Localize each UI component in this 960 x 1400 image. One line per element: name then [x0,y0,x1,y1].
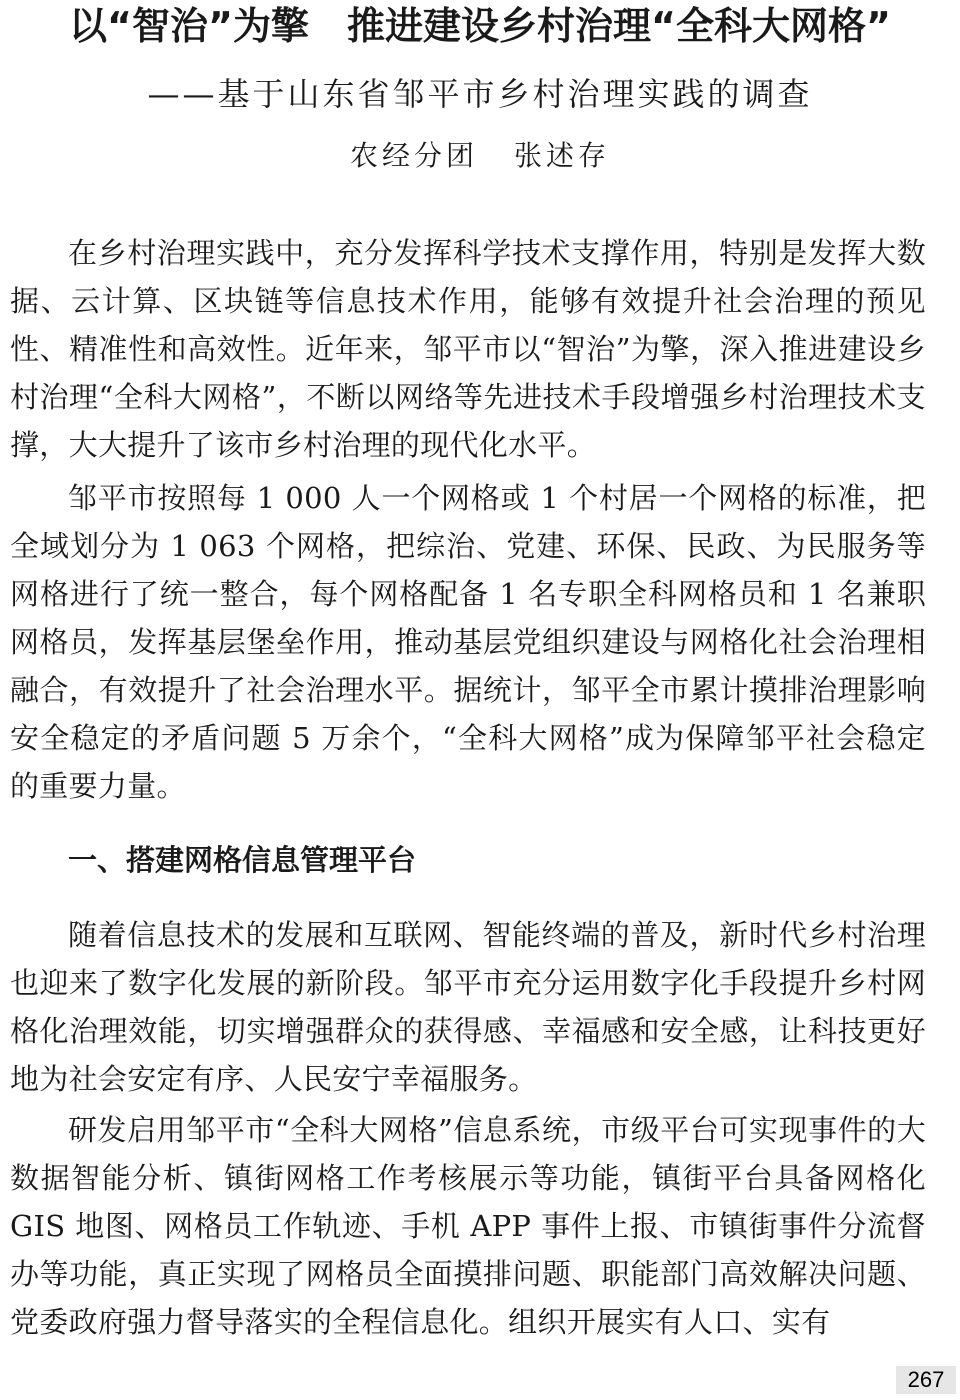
page-number: 267 [896,1366,956,1394]
body-paragraph: 研发启用邹平市“全科大网格”信息系统，市级平台可实现事件的大数据智能分析、镇街网格工作考核展示等功能，镇街平台具备网格化 GIS 地图、网格员工作轨迹、手机 APP 事件上报、市镇街事件分流督办等功能，真正实现了网格员全面摸排问题、职能部门高效解决问题、党委政府强力督导落实的全程信息化。组织开展实有人口、实有 [10,1113,926,1339]
author-group: 农经分团 [349,139,478,172]
author-name: 张述存 [514,139,611,172]
body-paragraph: 在乡村治理实践中，充分发挥科学技术支撑作用，特别是发挥大数据、云计算、区块链等信息技术作用，能够有效提升社会治理的预见性、精准性和高效性。近年来，邹平市以“智治”为擎，深入推进建设乡村治理“全科大网格”，不断以网络等先进技术手段增强乡村治理技术支撑，大大提升了该市乡村治理的现代化水平。 [10,236,926,462]
section-heading: 一、搭建网格信息管理平台 [68,843,417,877]
article-title: 以“智治”为擎 推进建设乡村治理“全科大网格” [69,4,891,48]
article-subtitle: ——基于山东省邹平市乡村治理实践的调查 [147,75,813,113]
body-paragraph: 随着信息技术的发展和互联网、智能终端的普及，新时代乡村治理也迎来了数字化发展的新阶段。邹平市充分运用数字化手段提升乡村网格化治理效能，切实增强群众的获得感、幸福感和安全感，让科技更好地为社会安定有序、人民安宁幸福服务。 [10,918,926,1096]
body-paragraph: 邹平市按照每 1 000 人一个网格或 1 个村居一个网格的标准，把全域划分为 1 063 个网格，把综治、党建、环保、民政、为民服务等网格进行了统一整合，每个网格配备 1 名专职全科网格员和 1 名兼职网格员，发挥基层堡垒作用，推动基层党组织建设与网格化社会治理相融合，有效提升了社会治理水平。据统计，邹平全市累计摸排治理影响安全稳定的矛盾问题 5 万余个，“全科大网格”成为保障邹平社会稳定的重要力量。 [10,481,926,803]
author-line [0,136,960,176]
